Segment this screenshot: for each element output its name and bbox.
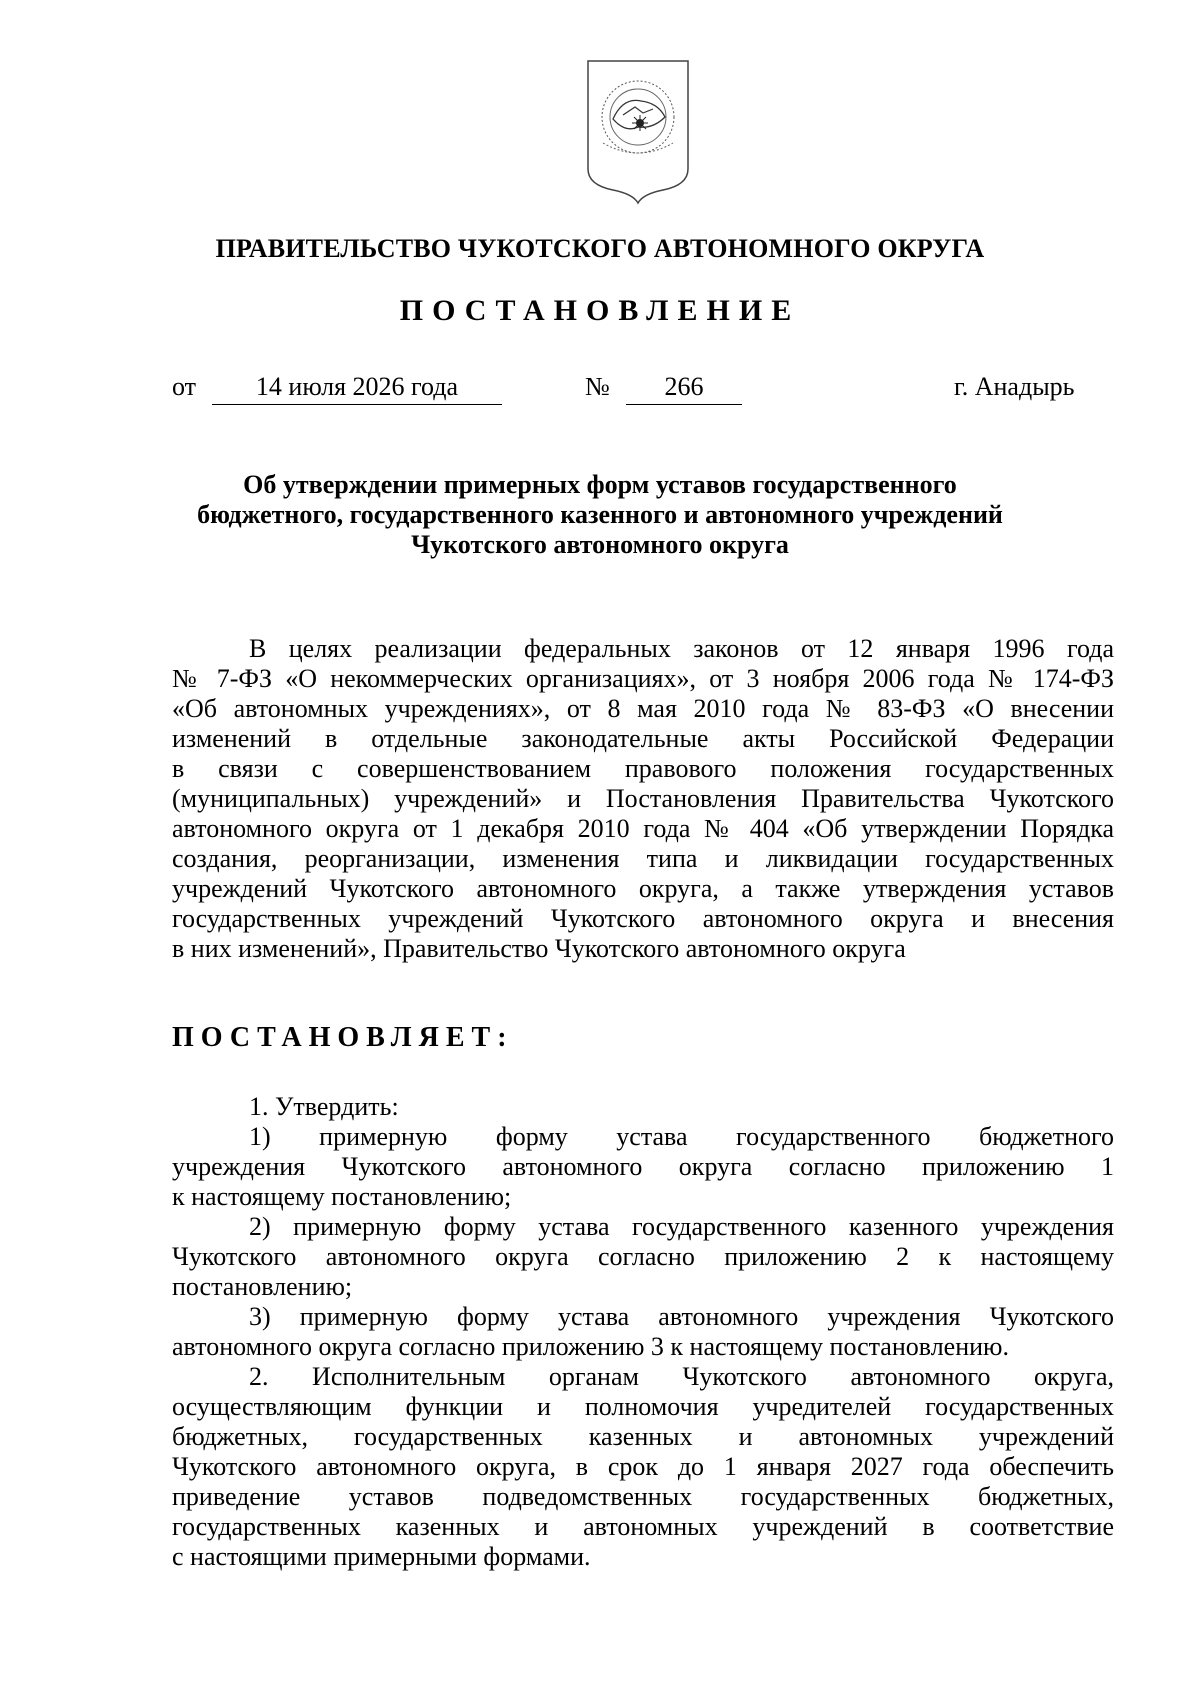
resolution-clauses <box>172 1092 1114 1572</box>
clause-line: 2) примерную форму устава государственного казенного учреждения <box>249 1212 1114 1241</box>
clause-line: 2. Исполнительным органам Чукотского автономного округа, <box>249 1362 1114 1391</box>
document-title <box>150 470 1050 560</box>
preamble-line: изменений в отдельные законодательные акты Российской Федерации <box>172 724 1114 753</box>
clause-line: 1) примерную форму устава государственного бюджетного <box>249 1122 1114 1151</box>
preamble-paragraph <box>172 634 1114 964</box>
preamble-line: автономного округа от 1 декабря 2010 года № 404 «Об утверждении Порядка <box>172 814 1114 843</box>
clause-line: Чукотского автономного округа, в срок до 1 января 2027 года обеспечить <box>172 1452 1114 1481</box>
preamble-line: «Об автономных учреждениях», от 8 мая 2010 года № 83-ФЗ «О внесении <box>172 694 1114 723</box>
clause-line: государственных казенных и автономных учреждений в соответствие <box>172 1512 1114 1541</box>
title-line: Об утверждении примерных форм уставов государственного <box>243 470 957 499</box>
date-prefix: от <box>172 372 197 401</box>
organization-name: ПРАВИТЕЛЬСТВО ЧУКОТСКОГО АВТОНОМНОГО ОКРУГА <box>215 234 985 263</box>
clause-line: постановлению; <box>172 1272 353 1301</box>
clause-line: с настоящими примерными формами. <box>172 1542 591 1571</box>
preamble-line: учреждений Чукотского автономного округа, а также утверждения уставов <box>172 874 1114 903</box>
clause-line: Чукотского автономного округа согласно приложению 2 к настоящему <box>172 1242 1114 1271</box>
clause-line: 3) примерную форму устава автономного учреждения Чукотского <box>249 1302 1114 1331</box>
document-city: г. Анадырь <box>954 372 1075 401</box>
clause-line: к настоящему постановлению; <box>172 1182 512 1211</box>
clause-line: осуществляющим функции и полномочия учредителей государственных <box>172 1392 1114 1421</box>
clause-line: приведение уставов подведомственных государственных бюджетных, <box>172 1482 1114 1511</box>
clause-line: учреждения Чукотского автономного округа согласно приложению 1 <box>172 1152 1114 1181</box>
preamble-line: создания, реорганизации, изменения типа и ликвидации государственных <box>172 844 1114 873</box>
preamble-line: (муниципальных) учреждений» и Постановления Правительства Чукотского <box>172 784 1114 813</box>
preamble-line: № 7-ФЗ «О некоммерческих организациях», от 3 ноября 2006 года № 174-ФЗ <box>172 664 1114 693</box>
document-date: 14 июля 2026 года <box>212 372 502 405</box>
number-sign: № <box>585 372 610 401</box>
preamble-line: В целях реализации федеральных законов от 12 января 1996 года <box>249 634 1114 663</box>
document-number: 266 <box>626 372 742 405</box>
title-line: бюджетного, государственного казенного и автономного учреждений <box>197 500 1003 529</box>
clause-line: автономного округа согласно приложению 3 к настоящему постановлению. <box>172 1332 1009 1361</box>
decree-heading: ПОСТАНОВЛЯЕТ: <box>172 1022 514 1053</box>
preamble-line: государственных учреждений Чукотского автономного округа и внесения <box>172 904 1114 933</box>
coat-of-arms-emblem <box>583 57 693 205</box>
title-line: Чукотского автономного округа <box>411 530 789 559</box>
clause-line: бюджетных, государственных казенных и автономных учреждений <box>172 1422 1114 1451</box>
preamble-line: в них изменений», Правительство Чукотского автономного округа <box>172 934 906 963</box>
clause-line: 1. Утвердить: <box>249 1092 399 1121</box>
preamble-line: в связи с совершенствованием правового положения государственных <box>172 754 1114 783</box>
document-type: ПОСТАНОВЛЕНИЕ <box>399 294 801 327</box>
